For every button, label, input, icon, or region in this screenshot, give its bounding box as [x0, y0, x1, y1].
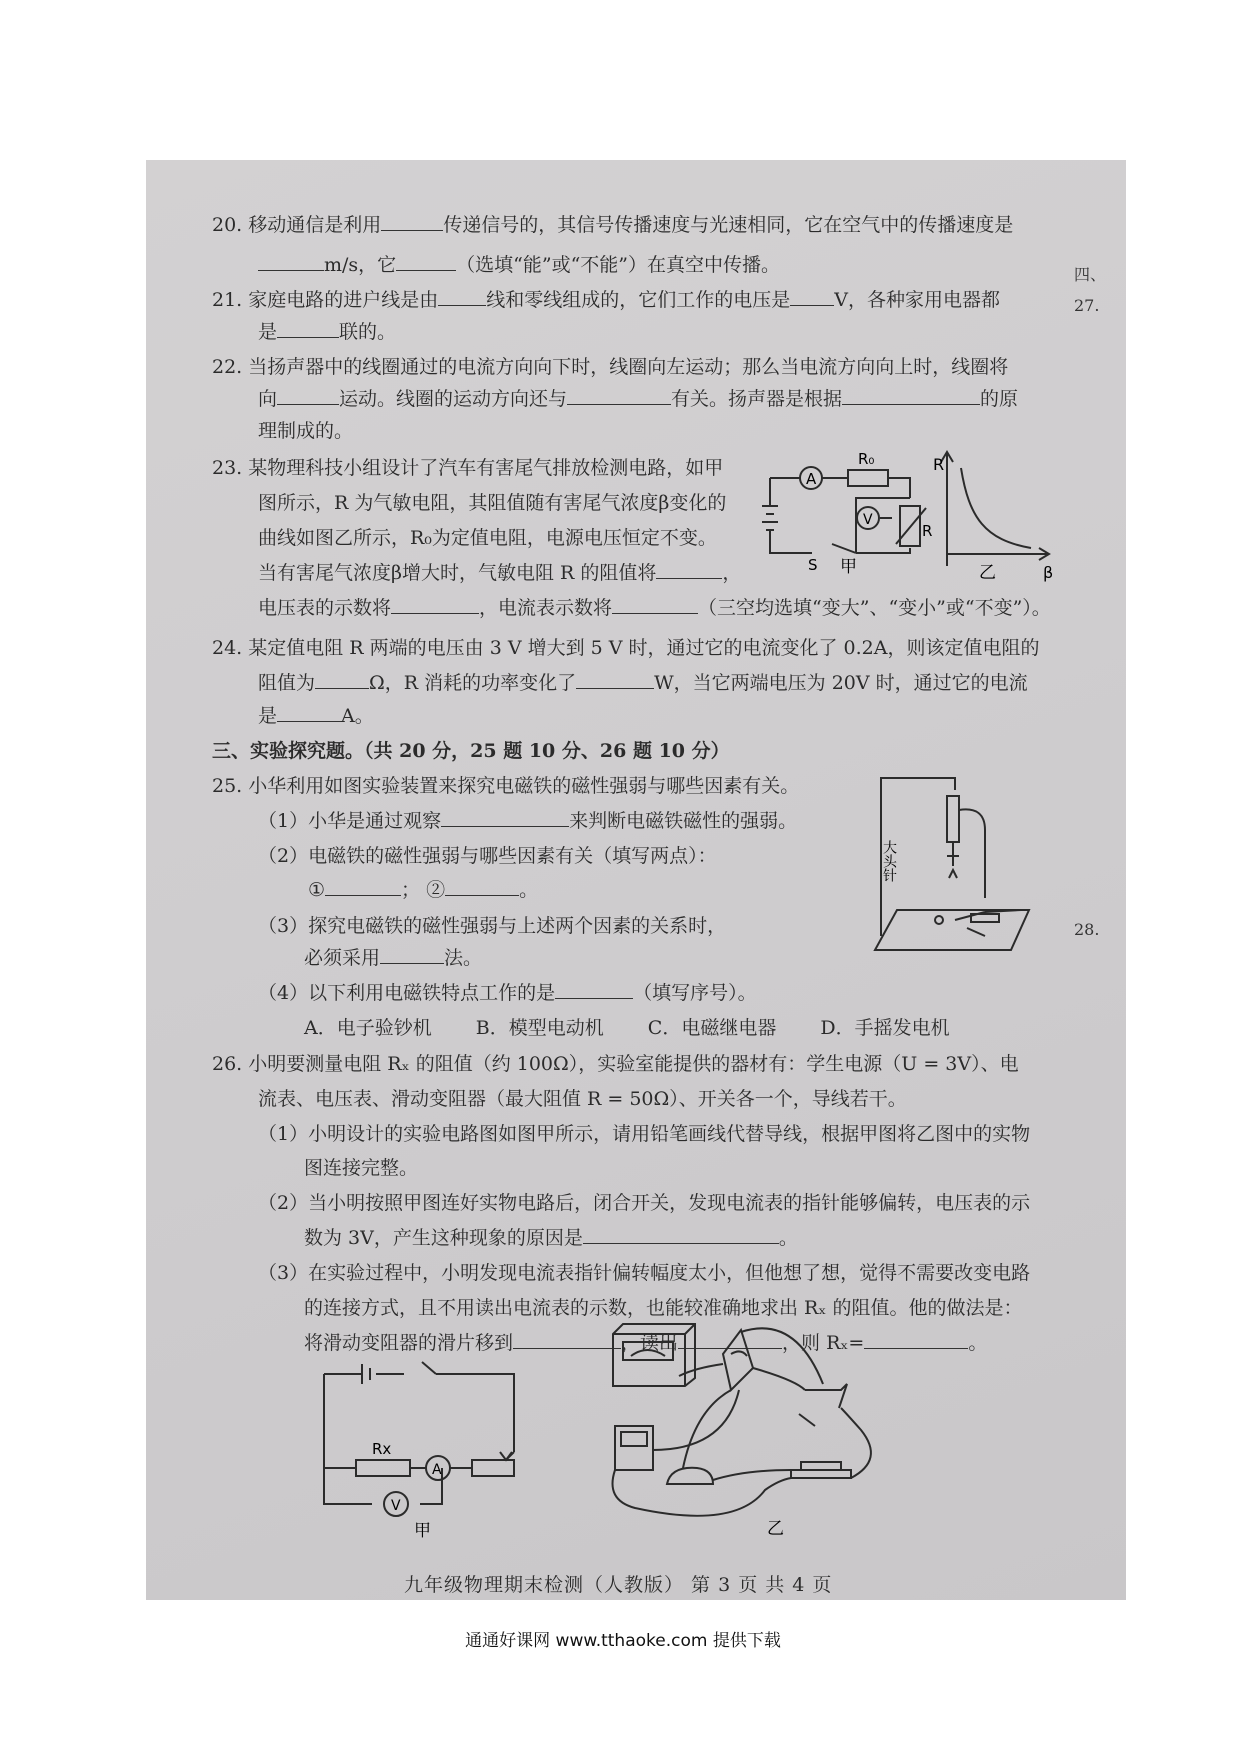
question-26: 26. 小明要测量电阻 Rₓ 的阻值（约 100Ω），实验室能提供的器材有：学生电源（U = 3V）、电 [212, 1053, 1019, 1075]
option-b[interactable]: B．模型电动机 [475, 1017, 604, 1039]
answer-blank[interactable] [441, 826, 569, 827]
question-25: 25. 小华利用如图实验装置来探究电磁铁的磁性强弱与哪些因素有关。 [212, 775, 800, 797]
answer-blank[interactable] [790, 305, 834, 306]
answer-blank[interactable] [576, 688, 654, 689]
q26-apparatus-figure-yi [595, 1320, 960, 1540]
answer-blank[interactable] [583, 1243, 779, 1244]
question-21-line2: 是 联的。 [258, 321, 397, 343]
svg-text:乙: 乙 [767, 1519, 784, 1539]
answer-blank[interactable] [325, 895, 401, 896]
answer-blank[interactable] [277, 337, 339, 338]
question-number: 20. [212, 214, 243, 236]
q25-electromagnet-figure [835, 770, 1035, 960]
option-c[interactable]: C．电磁继电器 [647, 1017, 777, 1039]
right-edge-section: 四、 [1074, 265, 1107, 284]
page-top-margin [146, 0, 1126, 160]
section-3-title: 三、实验探究题。（共 20 分，25 题 10 分、26 题 10 分） [212, 740, 730, 762]
answer-blank[interactable] [258, 270, 324, 271]
right-edge-q28: 28. [1074, 920, 1100, 939]
answer-blank[interactable] [438, 305, 486, 306]
question-23: 23. 某物理科技小组设计了汽车有害尾气排放检测电路，如甲 [212, 457, 724, 479]
answer-blank[interactable] [381, 230, 443, 231]
svg-text:Rx: Rx [372, 1440, 392, 1458]
question-22-line2: 向 运动。线圈的运动方向还与 有关。扬声器是根据 的原 [258, 388, 1019, 410]
answer-blank[interactable] [396, 270, 456, 271]
answer-blank[interactable] [391, 613, 479, 614]
svg-text:乙: 乙 [979, 563, 996, 583]
answer-blank[interactable] [842, 404, 980, 405]
answer-blank[interactable] [380, 963, 444, 964]
svg-text:甲: 甲 [414, 1521, 431, 1541]
svg-text:V: V [863, 512, 873, 528]
q25-options [304, 1018, 950, 1038]
svg-text:S: S [808, 556, 818, 574]
question-24: 24. 某定值电阻 R 两端的电压由 3 V 增大到 5 V 时，通过它的电流变化了 0.2A，则该定值电阻的 [212, 637, 1040, 659]
question-22-line3: 理制成的。 [258, 420, 354, 442]
svg-text:R: R [922, 522, 933, 540]
q23-circuit-figure-jia [760, 448, 940, 576]
right-edge-q27: 27. [1074, 296, 1100, 315]
svg-text:A: A [432, 1462, 442, 1478]
question-20-line2: m/s，它 （选填“能”或“不能”）在真空中传播。 [258, 255, 780, 275]
q26-circuit-figure-jia [318, 1340, 528, 1540]
answer-blank[interactable] [277, 721, 341, 722]
answer-blank[interactable] [277, 404, 339, 405]
answer-blank[interactable] [567, 404, 671, 405]
option-d[interactable]: D．手摇发电机 [820, 1017, 950, 1039]
answer-blank[interactable] [315, 688, 369, 689]
svg-text:β: β [1043, 563, 1054, 582]
svg-text:R₀: R₀ [858, 450, 875, 468]
answer-blank[interactable] [656, 578, 722, 579]
q23-curve-figure-yi [933, 448, 1060, 583]
page-footer: 九年级物理期末检测（人教版） 第 3 页 共 4 页 [404, 1574, 833, 1596]
svg-text:甲: 甲 [840, 557, 857, 577]
download-footer: 通通好课网 www.tthaoke.com 提供下载 [465, 1631, 781, 1651]
svg-text:R: R [933, 455, 945, 474]
svg-text:A: A [806, 470, 817, 488]
question-22: 22. 当扬声器中的线圈通过的电流方向向下时，线圈向左运动；那么当电流方向向上时，线圈将 [212, 356, 1009, 378]
question-20: 20. 移动通信是利用 传递信号的，其信号传播速度与光速相同，它在空气中的传播速度是 [212, 214, 1014, 236]
answer-blank[interactable] [612, 613, 698, 614]
figure-label-pins: 大头针 [881, 840, 897, 882]
answer-blank[interactable] [555, 998, 633, 999]
answer-blank[interactable] [445, 895, 519, 896]
option-a[interactable]: A．电子验钞机 [304, 1017, 432, 1039]
question-21: 21. 家庭电路的进户线是由 线和零线组成的，它们工作的电压是 V，各种家用电器都 [212, 289, 1001, 311]
svg-text:V: V [391, 1498, 401, 1514]
